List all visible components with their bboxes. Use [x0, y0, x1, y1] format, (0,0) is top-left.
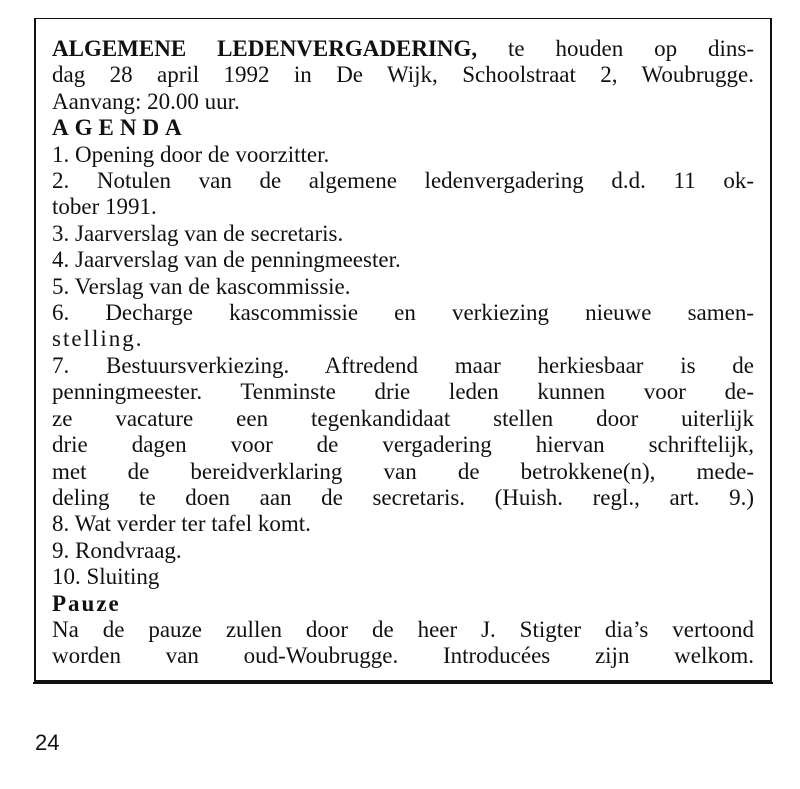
agenda-line: stelling.: [52, 326, 144, 352]
agenda-line: 4. Jaarverslag van de penningmeester.: [52, 247, 401, 273]
agenda-line: 1. Opening door de voorzitter.: [52, 141, 330, 167]
agenda-line: 8. Wat verder ter tafel komt.: [52, 511, 311, 537]
agenda-line: 5. Verslag van de kascommissie.: [52, 273, 351, 299]
agenda-line: tober 1991.: [52, 194, 157, 220]
agenda-line: penningmeester. Tenminste drie leden kunnen voor de-: [52, 379, 754, 405]
notice-heading-line: [52, 36, 754, 62]
agenda-line: 2. Notulen van de algemene ledenvergadering d.d. 11 ok-: [52, 168, 754, 194]
agenda-line: 9. Rondvraag.: [52, 537, 182, 563]
notice-heading: ALGEMENE LEDENVERGADERING,: [52, 36, 478, 61]
agenda-line: ze vacature een tegenkandidaat stellen door uiterlijk: [52, 405, 754, 431]
notice-intro-3: Aanvang: 20.00 uur.: [52, 88, 240, 114]
notice-intro-2: dag 28 april 1992 in De Wijk, Schoolstraat 2, Woubrugge.: [52, 62, 754, 88]
agenda-line: 3. Jaarverslag van de secretaris.: [52, 220, 344, 246]
notice-intro-1: te houden op dins-: [508, 36, 755, 61]
agenda-title: AGENDA: [52, 115, 188, 141]
meeting-notice-text: [52, 36, 754, 670]
agenda-line: deling te doen aan de secretaris. (Huish. regl., art. 9.): [52, 484, 754, 510]
agenda-line: drie dagen voor de vergadering hiervan schriftelijk,: [52, 432, 754, 458]
pause-title: Pauze: [52, 590, 121, 616]
pause-line-2: worden van oud-Woubrugge. Introducées zijn welkom.: [52, 643, 754, 669]
agenda-line: met de bereidverklaring van de betrokkene(n), mede-: [52, 458, 754, 484]
page-number: 24: [35, 730, 60, 755]
meeting-notice-box: [34, 18, 772, 682]
pause-line-1: Na de pauze zullen door de heer J. Stigter dia’s vertoond: [52, 616, 754, 642]
agenda-line: 6. Decharge kascommissie en verkiezing nieuwe samen-: [52, 300, 754, 326]
agenda-line: 7. Bestuursverkiezing. Aftredend maar herkiesbaar is de: [52, 352, 754, 378]
agenda-line: 10. Sluiting: [52, 564, 160, 590]
